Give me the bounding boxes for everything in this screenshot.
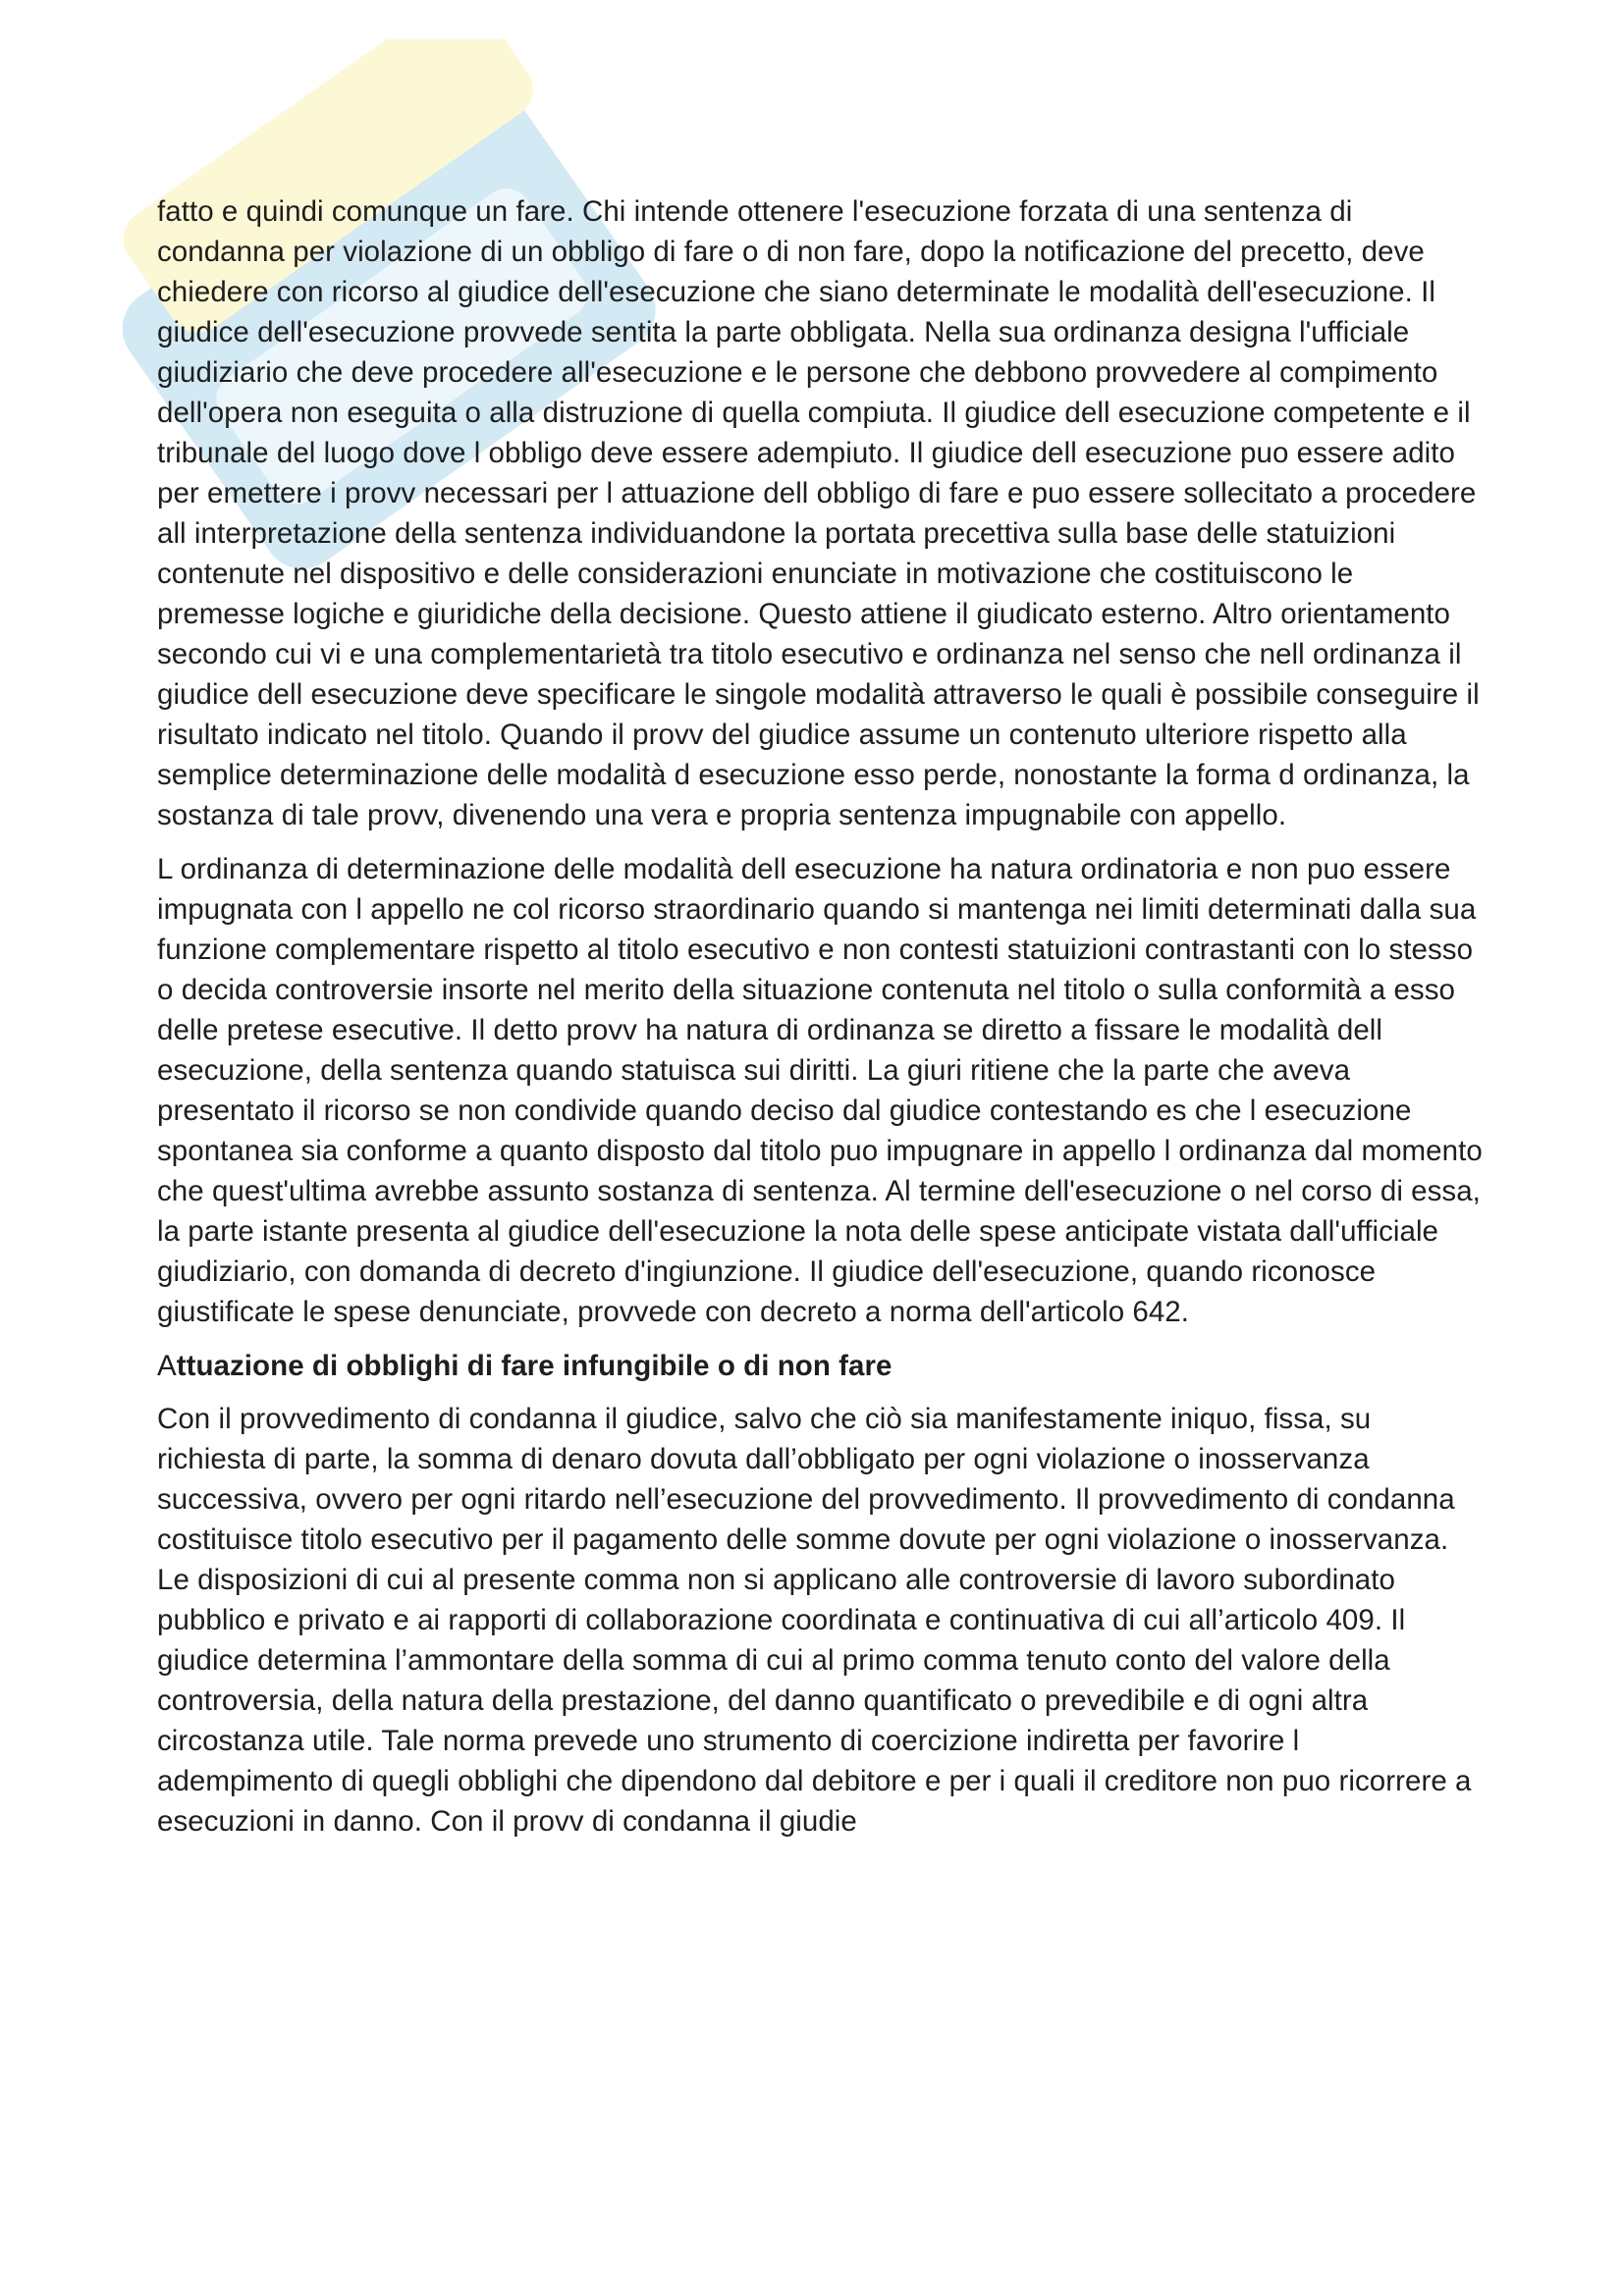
heading-text: ttuazione di obblighi di fare infungibile o di non fare: [176, 1350, 893, 1382]
paragraph: Con il provvedimento di condanna il giudice, salvo che ciò sia manifestamente iniquo, fissa, su richiesta di parte, la somma di denaro dovuta dall’obbligato per ogni violazione o inosservanza successiva, ovvero per ogni ritardo nell’esecuzione del provvedimento. Il provvedimento di condanna costituisce titolo esecutivo per il pagamento delle somme dovute per ogni violazione o inosservanza. Le disposizioni di cui al presente comma non si applicano alle controversie di lavoro subordinato pubblico e privato e ai rapporti di collaborazione coordinata e continuativa di cui all’articolo 409. Il giudice determina l’ammontare della somma di cui al primo comma tenuto conto del valore della controversia, della natura della prestazione, del danno quantificato o prevedibile e di ogni altra circostanza utile. Tale norma prevede uno strumento di coercizione indiretta per favorire l adempimento di quegli obblighi che dipendono dal debitore e per i quali il creditore non puo ricorrere a esecuzioni in danno. Con il provv di condanna il giudie: [157, 1403, 1472, 1838]
paragraph: fatto e quindi comunque un fare. Chi intende ottenere l'esecuzione forzata di una sentenza di condanna per violazione di un obbligo di fare o di non fare, dopo la notificazione del precetto, deve chiedere con ricorso al giudice dell'esecuzione che siano determinate le modalità dell'esecuzione. Il giudice dell'esecuzione provvede sentita la parte obbligata. Nella sua ordinanza designa l'ufficiale giudiziario che deve procedere all'esecuzione e le persone che debbono provvedere al compimento dell'opera non eseguita o alla distruzione di quella compiuta. Il giudice dell esecuzione competente e il tribunale del luogo dove l obbligo deve essere adempiuto. Il giudice dell esecuzione puo essere adito per emettere i provv necessari per l attuazione dell obbligo di fare e puo essere sollecitato a procedere all interpretazione della sentenza individuandone la portata precettiva sulla base delle statuizioni contenute nel dispositivo e delle considerazioni enunciate in motivazione che costituiscono le premesse logiche e giuridiche della decisione. Questo attiene il giudicato esterno. Altro orientamento secondo cui vi e una complementarietà tra titolo esecutivo e ordinanza nel senso che nell ordinanza il giudice dell esecuzione deve specificare le singole modalità attraverso le quali è possibile conseguire il risultato indicato nel titolo. Quando il provv del giudice assume un contenuto ulteriore rispetto alla semplice determinazione delle modalità d esecuzione esso perde, nonostante la forma d ordinanza, la sostanza di tale provv, divenendo una vera e propria sentenza impugnabile con appello.: [157, 195, 1480, 831]
section-heading: [157, 1346, 1483, 1386]
heading-first-letter: A: [157, 1350, 177, 1382]
paragraph: L ordinanza di determinazione delle modalità dell esecuzione ha natura ordinatoria e non puo essere impugnata con l appello ne col ricorso straordinario quando si mantenga nei limiti determinati dalla sua funzione complementare rispetto al titolo esecutivo e non contesti statuizioni contrastanti con lo stesso o decida controversie insorte nel merito della situazione contenuta nel titolo o sulla conformità a esso delle pretese esecutive. Il detto provv ha natura di ordinanza se diretto a fissare le modalità dell esecuzione, della sentenza quando statuisca sui diritti. La giuri ritiene che la parte che aveva presentato il ricorso se non condivide quando deciso dal giudice contestando es che l esecuzione spontanea sia conforme a quanto disposto dal titolo puo impugnare in appello l ordinanza dal momento che quest'ultima avrebbe assunto sostanza di sentenza. Al termine dell'esecuzione o nel corso di essa, la parte istante presenta al giudice dell'esecuzione la nota delle spese anticipate vistata dall'ufficiale giudiziario, con domanda di decreto d'ingiunzione. Il giudice dell'esecuzione, quando riconosce giustificate le spese denunciate, provvede con decreto a norma dell'articolo 642.: [157, 853, 1483, 1328]
document-body: [157, 191, 1483, 1855]
